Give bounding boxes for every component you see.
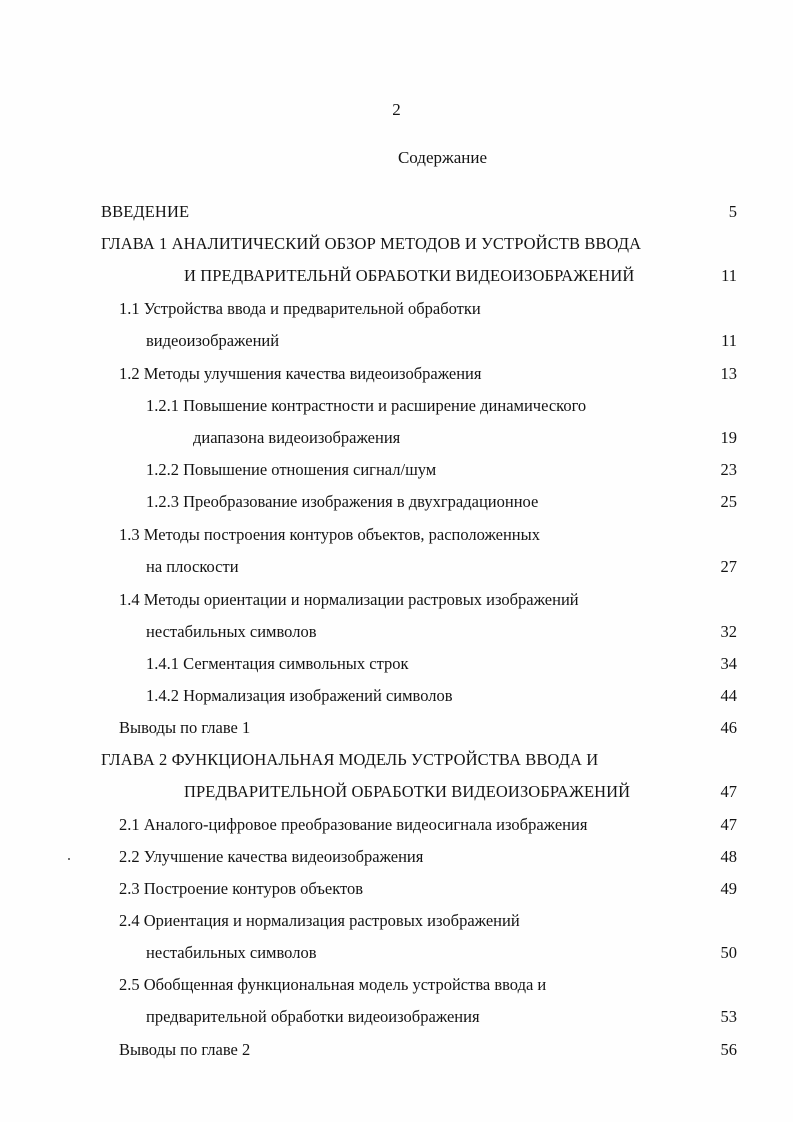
toc-entry-1-1[interactable] [146, 329, 699, 353]
toc-entry-page: 19 [720, 428, 737, 447]
toc-entry-1-2[interactable] [119, 362, 699, 386]
toc-entry-title: 2.2 Улучшение качества видеоизображения [119, 847, 424, 866]
toc-entry-page: 34 [720, 654, 737, 673]
toc-entry-chapter-2[interactable] [184, 780, 699, 804]
toc-entry-page: 44 [720, 686, 737, 705]
toc-entry-title: ПРЕДВАРИТЕЛЬНОЙ ОБРАБОТКИ ВИДЕОИЗОБРАЖЕНИЙ [184, 782, 631, 801]
toc-entry-title: 1.4.1 Сегментация символьных строк [146, 654, 409, 673]
toc-entry-page: 11 [721, 266, 737, 285]
toc-entry-title: 2.3 Построение контуров объектов [119, 879, 364, 898]
toc-entry-2-1[interactable] [119, 813, 699, 837]
toc-entry-introduction[interactable] [101, 200, 699, 224]
toc-entry-title: 1.2.3 Преобразование изображения в двухградационное [146, 492, 539, 511]
toc-entry-1-4[interactable] [146, 620, 699, 644]
toc-entry-2-4[interactable] [146, 941, 699, 965]
toc-entry-2-2[interactable] [119, 845, 699, 869]
toc-entry-1-1-line-1[interactable]: 1.1 Устройства ввода и предварительной обработки [119, 299, 481, 318]
toc-entry-2-5[interactable] [146, 1005, 699, 1029]
toc-entry-2-4-line-1[interactable]: 2.4 Ориентация и нормализация растровых изображений [119, 911, 520, 930]
toc-entry-title: ВВЕДЕНИЕ [101, 202, 190, 221]
toc-entry-title: предварительной обработки видеоизображения [146, 1007, 480, 1026]
toc-entry-1-2-2[interactable] [146, 458, 699, 482]
toc-entry-title: нестабильных символов [146, 622, 317, 641]
toc-entry-title: 1.2 Методы улучшения качества видеоизображения [119, 364, 482, 383]
toc-title: Содержание [397, 148, 488, 167]
toc-entry-chapter-1[interactable] [184, 264, 699, 288]
toc-entry-title: Выводы по главе 1 [119, 718, 251, 737]
toc-entry-page: 49 [720, 879, 737, 898]
toc-entry-1-3-line-1[interactable]: 1.3 Методы построения контуров объектов, расположенных [119, 525, 540, 544]
toc-entry-title: 1.2.2 Повышение отношения сигнал/шум [146, 460, 437, 479]
toc-entry-1-2-1[interactable] [193, 426, 699, 450]
toc-entry-1-2-1-line-1[interactable]: 1.2.1 Повышение контрастности и расширение динамического [146, 396, 587, 415]
toc-entry-page: 13 [720, 364, 737, 383]
toc-entry-title: диапазона видеоизображения [193, 428, 401, 447]
toc-entry-conclusions-2[interactable] [119, 1038, 699, 1062]
toc-entry-2-5-line-1[interactable]: 2.5 Обобщенная функциональная модель устройства ввода и [119, 975, 547, 994]
toc-entry-page: 48 [720, 847, 737, 866]
toc-entry-2-3[interactable] [119, 877, 699, 901]
toc-entry-title: Выводы по главе 2 [119, 1040, 251, 1059]
toc-entry-page: 23 [720, 460, 737, 479]
toc-entry-title: на плоскости [146, 557, 239, 576]
toc-entry-title: видеоизображений [146, 331, 280, 350]
toc-entry-page: 32 [720, 622, 737, 641]
toc-entry-1-3[interactable] [146, 555, 699, 579]
toc-entry-page: 53 [720, 1007, 737, 1026]
scan-speck [68, 858, 70, 860]
toc-entry-title: 1.4.2 Нормализация изображений символов [146, 686, 453, 705]
toc-entry-1-2-3[interactable] [146, 490, 699, 514]
toc-entry-page: 11 [721, 331, 737, 350]
toc-entry-page: 56 [720, 1040, 737, 1059]
toc-entry-1-4-line-1[interactable]: 1.4 Методы ориентации и нормализации растровых изображений [119, 590, 579, 609]
toc-entry-title: И ПРЕДВАРИТЕЛЬНЙ ОБРАБОТКИ ВИДЕОИЗОБРАЖЕНИЙ [184, 266, 635, 285]
toc-entry-page: 47 [720, 815, 737, 834]
toc-entry-page: 50 [720, 943, 737, 962]
toc-entry-1-4-2[interactable] [146, 684, 699, 708]
toc-entry-1-4-1[interactable] [146, 652, 699, 676]
toc-entry-page: 5 [728, 202, 737, 221]
toc-entry-page: 27 [720, 557, 737, 576]
toc-entry-page: 46 [720, 718, 737, 737]
toc-entry-title: нестабильных символов [146, 943, 317, 962]
toc-entry-chapter-2-line-1[interactable]: ГЛАВА 2 ФУНКЦИОНАЛЬНАЯ МОДЕЛЬ УСТРОЙСТВА ВВОДА И [101, 750, 599, 769]
toc-entry-chapter-1-line-1[interactable]: ГЛАВА 1 АНАЛИТИЧЕСКИЙ ОБЗОР МЕТОДОВ И УСТРОЙСТВ ВВОДА [101, 234, 642, 253]
toc-entry-conclusions-1[interactable] [119, 716, 699, 740]
toc-entry-title: 2.1 Аналого-цифровое преобразование видеосигнала изображения [119, 815, 588, 834]
page-number: 2 [392, 100, 401, 119]
toc-entry-page: 47 [720, 782, 737, 801]
toc-entry-page: 25 [720, 492, 737, 511]
